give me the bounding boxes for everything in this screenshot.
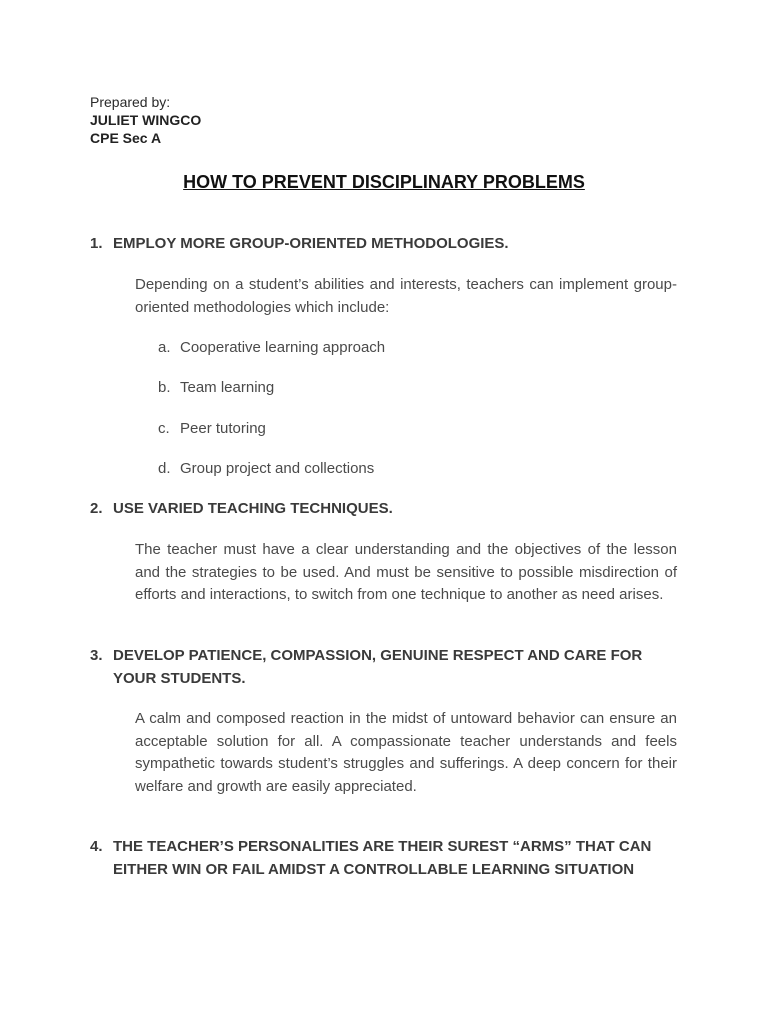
section-heading-3 [90, 645, 670, 690]
section-body-1: Depending on a student’s abilities and interests, teachers can implement group-oriented methodologies which include: [135, 276, 677, 316]
section-heading-1 [90, 233, 670, 256]
prepared-by-block [90, 93, 201, 147]
section-heading-4 [90, 836, 670, 881]
list-item-text: Cooperative learning approach [180, 339, 386, 356]
section-body-2: The teacher must have a clear understanding and the objectives of the lesson and the strategies to be used. And must be sensitive to possible misdirection of efforts and interactions, to switch from one technique to another as need arises. [135, 541, 677, 603]
section-number: 1. [90, 235, 103, 252]
list-marker: a. [158, 339, 171, 356]
list-item [158, 337, 385, 359]
list-item-text: Group project and collections [180, 460, 375, 477]
list-item [158, 377, 274, 399]
author-name: JULIET WINGCO [90, 112, 202, 128]
list-item-text: Peer tutoring [180, 420, 266, 437]
list-item-text: Team learning [180, 379, 275, 396]
section-heading-text: THE TEACHER’S PERSONALITIES ARE THEIR SUREST “ARMS” THAT CAN EITHER WIN OR FAIL AMIDST A CONTROLLABLE LEARNING SITUATION [113, 838, 652, 878]
section-number: 4. [90, 838, 103, 855]
document-title: HOW TO PREVENT DISCIPLINARY PROBLEMS [183, 172, 585, 192]
list-item [158, 418, 266, 440]
list-marker: d. [158, 460, 171, 477]
list-marker: c. [158, 420, 170, 437]
section-heading-text: DEVELOP PATIENCE, COMPASSION, GENUINE RESPECT AND CARE FOR YOUR STUDENTS. [113, 647, 643, 687]
list-marker: b. [158, 379, 171, 396]
section-body-3: A calm and composed reaction in the midst of untoward behavior can ensure an acceptable solution for all. A compassionate teacher understands and feels sympathetic towards student’s struggles and sufferings. A deep concern for their welfare and growth are easily appreciated. [135, 710, 677, 795]
section-heading-text: USE VARIED TEACHING TECHNIQUES. [113, 500, 393, 517]
prepared-by-label: Prepared by: [90, 94, 171, 110]
section-heading-text: EMPLOY MORE GROUP-ORIENTED METHODOLOGIES. [113, 235, 509, 252]
section-number: 3. [90, 647, 103, 664]
section-number: 2. [90, 500, 103, 517]
author-section: CPE Sec A [90, 130, 162, 146]
list-item [158, 458, 374, 480]
section-heading-2 [90, 498, 670, 521]
